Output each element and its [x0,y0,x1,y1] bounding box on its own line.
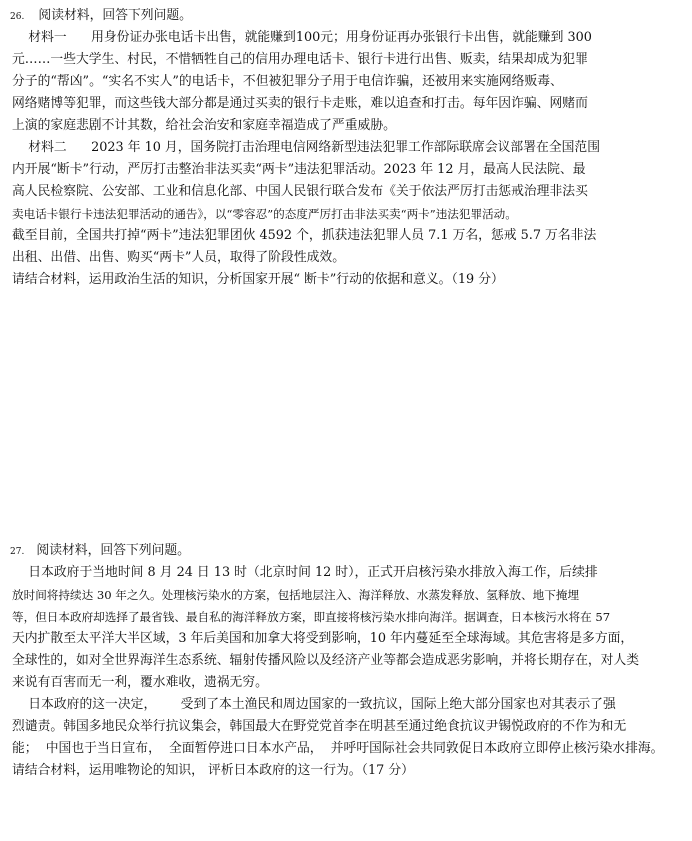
q26-line-9: 卖电话卡银行卡违法犯罪活动的通告》，以“零容忍”的态度严厉打击非法买卖“两卡”违法犯罪活动。 [12,207,517,221]
q27-number: 27. [10,547,25,557]
q26-line-4: 网络赌博等犯罪，而这些钱大部分都是通过买卖的银行卡走账，难以追查和打击。每年因诈骗、网赌而 [12,96,588,111]
q27-header [10,541,692,562]
q27-line-10: 请结合材料，运用唯物论的知识， 评析日本政府的这一行为。（17 分） [12,763,414,778]
q27-prompt: 阅读材料，回答下列问题。 [36,543,190,558]
q26-header [10,6,692,27]
q26-line-5: 上演的家庭悲剧不计其数，给社会治安和家庭幸福造成了严重威胁。 [12,118,396,133]
q27-line-7: 日本政府的这一决定， 受到了本土渔民和周边国家的一致抗议，国际上绝大部分国家也对其表示了强 [12,697,616,712]
q27-line-8: 烈谴责。韩国多地民众举行抗议集会，韩国最大在野党党首李在明甚至通过绝食抗议尹锡悦政府的不作为和无 [12,719,627,734]
q27-line-3: 等，但日本政府却选择了最省钱、最自私的海洋释放方案，即直接将核污染水排向海洋。据调查，日本核污水将在 57 [12,610,611,624]
q26-line-10: 截至目前，全国共打掉“两卡”违法犯罪团伙 4592 个，抓获违法犯罪人员 7.1 万名，惩戒 5.7 万名非法 [12,228,597,243]
q26-line-7: 内开展“断卡”行动，严厉打击整治非法买卖“两卡”违法犯罪活动。2023 年 12 月，最高人民法院、最 [12,162,586,177]
q27-line-2: 放时间将持续达 30 年之久。处理核污染水的方案，包括地层注入、海洋释放、水蒸发释放、氢释放、地下掩埋 [12,588,580,602]
q26-line-2: 元……一些大学生、村民，不惜牺牲自己的信用办理电话卡、银行卡进行出售、贩卖，结果却成为犯罪 [12,52,588,67]
q26-line-1: 材料一 用身份证办张电话卡出售，就能赚到100元；用身份证再办张银行卡出售，就能赚到 300 [12,30,592,45]
q26-line-12: 请结合材料，运用政治生活的知识，分析国家开展“ 断卡”行动的依据和意义。（19 分） [12,272,504,287]
q26-prompt: 阅读材料，回答下列问题。 [38,8,192,23]
q27-line-9: 能； 中国也于当日宣布， 全面暂停进口日本水产品， 并呼吁国际社会共同敦促日本政府立即停止核污染水排海。 [12,741,664,756]
q26-line-6: 材料二 2023 年 10 月，国务院打击治理电信网络新型违法犯罪工作部际联席会议部署在全国范围 [12,140,601,155]
q27-line-4: 天内扩散至太平洋大半区域，3 年后美国和加拿大将受到影响，10 年内蔓延至全球海域。其危害将是多方面， [12,631,634,646]
q27-line-1: 日本政府于当地时间 8 月 24 日 13 时（北京时间 12 时），正式开启核污染水排放入海工作，后续排 [12,565,598,580]
q27-line-5: 全球性的，如对全世界海洋生态系统、辐射传播风险以及经济产业等都会造成恶劣影响，并将长期存在，对人类 [12,653,640,668]
q26-line-11: 出租、出借、出售、购买“两卡”人员，取得了阶段性成效。 [12,250,346,265]
q27-line-6: 来说有百害而无一利，覆水难收，遗祸无穷。 [12,675,268,690]
q26-line-8: 高人民检察院、公安部、工业和信息化部、中国人民银行联合发布《关于依法严厉打击惩戒治理非法买 [12,184,588,199]
q26-line-3: 分子的“帮凶”。“实名不实人”的电话卡，不但被犯罪分子用于电信诈骗，还被用来实施网络贩毒、 [12,74,563,89]
q26-number: 26. [10,12,25,22]
